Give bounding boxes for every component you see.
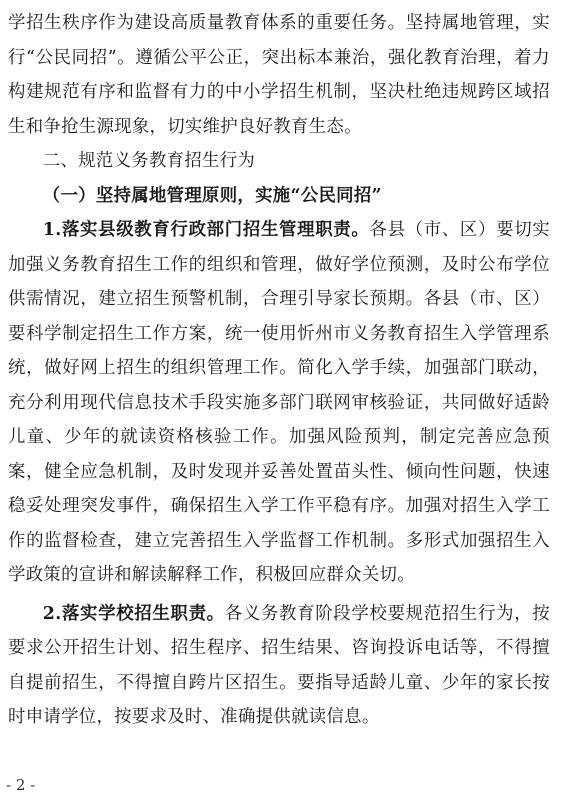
item-2-paragraph — [8, 597, 550, 735]
section-heading: 二、规范义务教育招生行为 — [42, 151, 256, 171]
page-number: - 2 - — [6, 776, 36, 794]
intro-paragraph: 学招生秩序作为建设高质量教育体系的重要任务。坚持属地管理，实行“公民同招”。遵循公平公正，突出标本兼治，强化教育治理，着力构建规范有序和监督有力的中小学招生机制，坚决杜绝违规跨区域招生和争抢生源现象，切实维护良好教育生态。 — [8, 13, 550, 137]
item-1-body: 各县（市、区）要切实加强义务教育招生工作的组织和管理，做好学位预测，及时公布学位供需情况，建立招生预警机制，合理引导家长预期。各县（市、区）要科学制定招生工作方案，统一使用忻州市义务教育招生入学管理系统，做好网上招生的组织管理工作。简化入学手续，加强部门联动，充分利用现代信息技术手段实施多部门联网审核验证，共同做好适龄儿童、少年的就读资格核验工作。加强风险预判，制定完善应急预案，健全应急机制，及时发现并妥善处置苗头性、倾向性问题，快速稳妥处理突发事件，确保招生入学工作平稳有序。加强对招生入学工作的监督检查，建立完善招生入学监督工作机制。多形式加强招生入学政策的宣讲和解读解释工作，积极回应群众关切。 — [8, 220, 550, 585]
item-1-paragraph — [8, 213, 550, 593]
item-2-title: 2.落实学校招生职责。 — [42, 603, 225, 624]
item-1-title: 1.落实县级教育行政部门招生管理职责。 — [42, 220, 370, 240]
item-2-body: 各义务教育阶段学校要规范招生行为，按要求公开招生计划、招生程序、招生结果、咨询投诉电话等，不得擅自提前招生，不得擅自跨片区招生。要指导适龄儿童、少年的家长按时申请学位，按要求及时、准确提供就读信息。 — [8, 603, 550, 727]
subsection-heading: （一）坚持属地管理原则，实施“公民同招” — [42, 185, 382, 206]
